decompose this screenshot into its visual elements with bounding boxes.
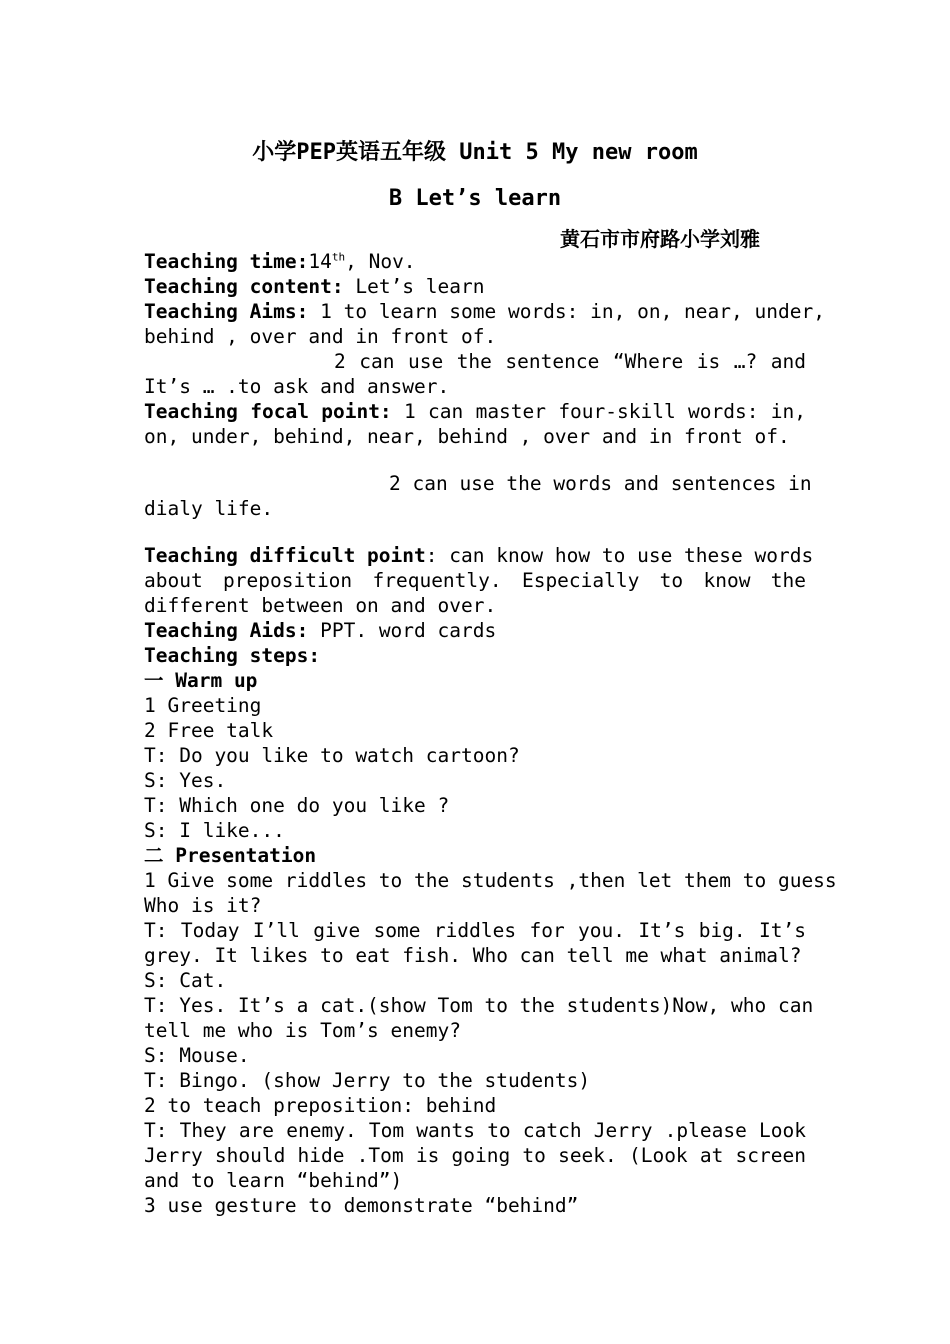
teaching-aims-line-4: It’s … .to ask and answer. <box>144 375 450 398</box>
teaching-difficult-line-3: different between on and over. <box>144 594 497 617</box>
presentation-line: T: Yes. It’s a cat.(show Tom to the students)Now, who can <box>144 994 814 1017</box>
presentation-line: 2 to teach preposition: behind <box>144 1094 497 1117</box>
presentation-line: T: Today I’ll give some riddles for you. It’s big. It’s <box>144 919 806 942</box>
teaching-aids-line <box>144 618 806 643</box>
presentation-line: and to learn “behind”) <box>144 1169 403 1192</box>
teaching-aids-value: PPT. word cards <box>308 619 497 642</box>
teaching-focal-line-3: 2 can use the words and sentences in <box>389 472 812 495</box>
warm-up-line: S: I like... <box>144 819 285 842</box>
presentation-heading: 二 Presentation <box>144 844 317 867</box>
warm-up-line: T: Do you like to watch cartoon? <box>144 744 520 767</box>
teaching-focal-line-2: on, under, behind, near, behind , over and in front of. <box>144 425 790 448</box>
teaching-content-label: Teaching content: <box>144 275 344 298</box>
teaching-aims-line-1 <box>144 299 825 324</box>
presentation-line: tell me who is Tom’s enemy? <box>144 1019 461 1042</box>
presentation-line: S: Mouse. <box>144 1044 250 1067</box>
teaching-steps-heading: Teaching steps: <box>144 644 321 667</box>
presentation-line: 3 use gesture to demonstrate “behind” <box>144 1194 579 1217</box>
teaching-time-day: 14 <box>308 250 332 273</box>
teaching-focal-label: Teaching focal point: <box>144 400 392 423</box>
warm-up-line: T: Which one do you like ? <box>144 794 450 817</box>
presentation-line: Jerry should hide .Tom is going to seek. (Look at screen <box>144 1144 806 1167</box>
teaching-focal-text-1: 1 can master four-skill words: in, <box>391 400 806 423</box>
teaching-content-value: Let’s learn <box>343 275 485 298</box>
teaching-time-suffix: th <box>331 250 346 264</box>
presentation-line: T: Bingo. (show Jerry to the students) <box>144 1069 591 1092</box>
warm-up-line: S: Yes. <box>144 769 227 792</box>
document-title: 小学PEP英语五年级 Unit 5 My new room <box>252 140 698 165</box>
presentation-line: T: They are enemy. Tom wants to catch Jerry .please Look <box>144 1119 806 1142</box>
teaching-time-rest: , Nov. <box>345 250 416 273</box>
presentation-line: 1 Give some riddles to the students ,then let them to guess <box>144 869 837 892</box>
document-subtitle: B Let’s learn <box>388 186 562 211</box>
teaching-difficult-text-1: : can know how to use these words <box>425 544 814 567</box>
warm-up-line: 1 Greeting <box>144 694 262 717</box>
teaching-aims-text-1: 1 to learn some words: in, on, near, under, <box>308 300 825 323</box>
teaching-content-line <box>144 274 806 299</box>
teaching-aims-label: Teaching Aims: <box>144 300 309 323</box>
teaching-aims-line-2: behind , over and in front of. <box>144 325 497 348</box>
presentation-line: grey. It likes to eat fish. Who can tell me what animal? <box>144 944 802 967</box>
teaching-time-label: Teaching time: <box>144 250 309 273</box>
teaching-focal-line-1 <box>144 399 806 424</box>
teaching-aims-line-3: 2 can use the sentence “Where is …? and <box>334 350 806 373</box>
presentation-line: Who is it? <box>144 894 262 917</box>
teaching-difficult-label: Teaching difficult point <box>144 544 426 567</box>
teaching-aids-label: Teaching Aids: <box>144 619 309 642</box>
presentation-line: S: Cat. <box>144 969 227 992</box>
warm-up-heading: 一 Warm up <box>144 669 258 692</box>
warm-up-line: 2 Free talk <box>144 719 274 742</box>
author-line: 黄石市市府路小学刘雅 <box>560 227 760 251</box>
teaching-difficult-line-1 <box>144 543 814 568</box>
teaching-focal-line-4: dialy life. <box>144 497 274 520</box>
teaching-time-line <box>144 249 806 274</box>
teaching-difficult-line-2: about preposition frequently. Especially to know the <box>144 569 806 592</box>
